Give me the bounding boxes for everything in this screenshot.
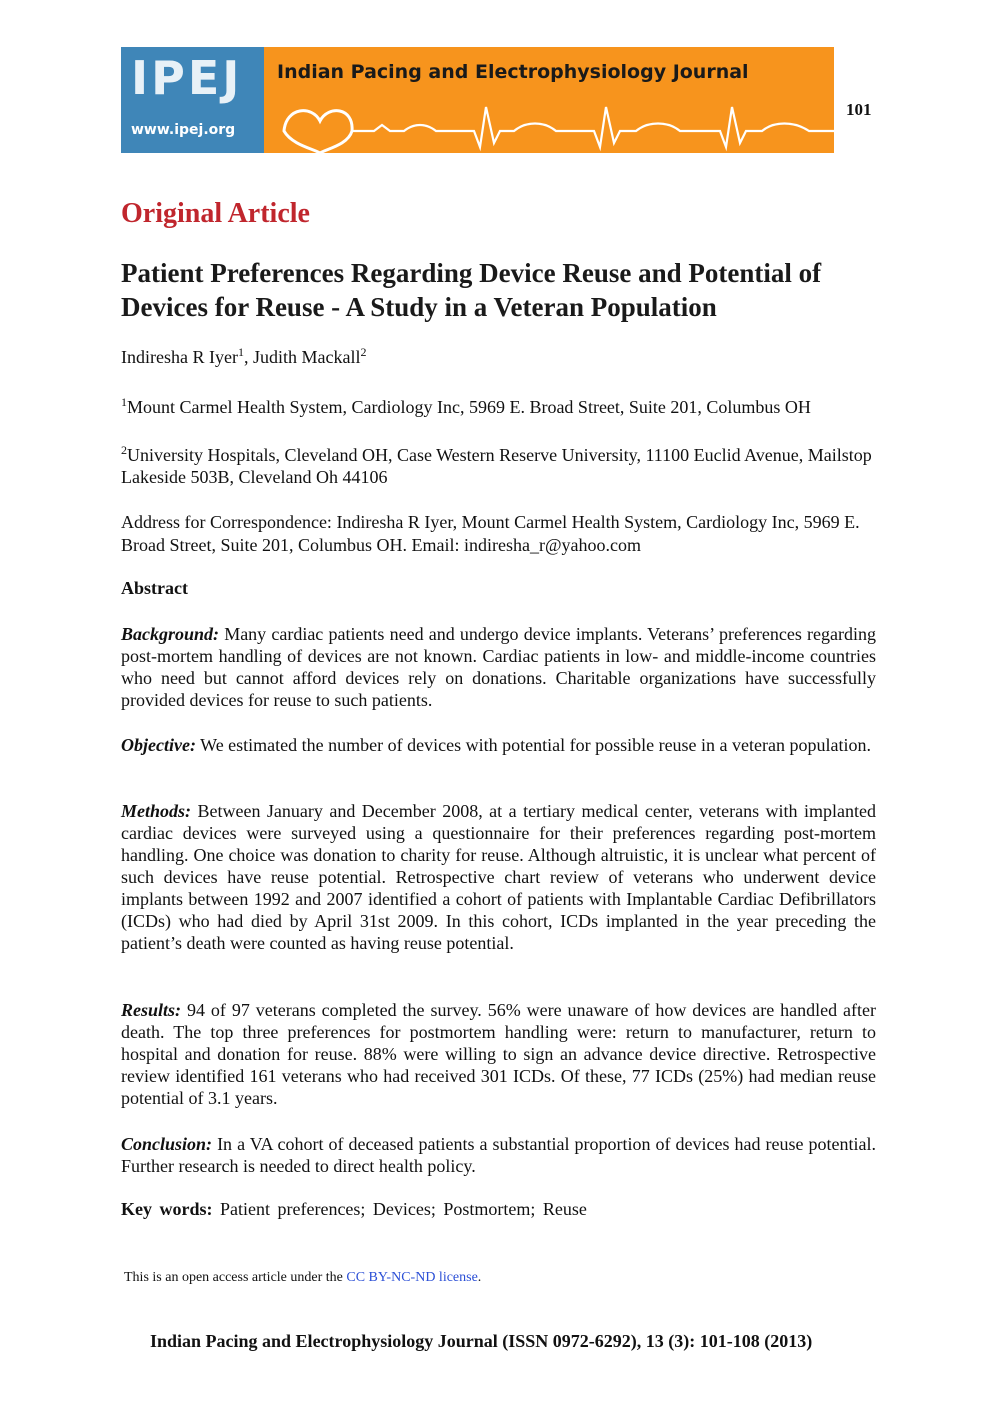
author-name: Judith Mackall [252, 347, 361, 367]
logo-url: www.ipej.org [131, 122, 236, 138]
ipej-logo [121, 47, 264, 153]
license-note [124, 1270, 481, 1286]
author-name: Indiresha R Iyer [121, 347, 238, 367]
page-number: 101 [846, 100, 872, 119]
article-title: Patient Preferences Regarding Device Reuse and Potential of Devices for Reuse - A Study in a Veteran Population [121, 258, 822, 322]
correspondence-address: Address for Correspondence: Indiresha R Iyer, Mount Carmel Health System, Cardiology Inc, 5969 E. Broad Street, Suite 201, Columbus OH. Email: indiresha_r@yahoo.com [121, 512, 860, 555]
heart-ecg-icon [264, 87, 834, 153]
affiliation-1 [121, 396, 876, 418]
license-link[interactable]: CC BY-NC-ND license [346, 1270, 478, 1285]
author-affiliation-mark: 2 [360, 345, 367, 359]
abstract-heading: Abstract [121, 578, 188, 598]
journal-footer: Indian Pacing and Electrophysiology Journal (ISSN 0972-6292), 13 (3): 101-108 (2013) [150, 1331, 813, 1351]
conclusion-text: In a VA cohort of deceased patients a substantial proportion of devices had reuse potential. Further research is needed to direct health policy. [121, 1134, 877, 1176]
affiliation-text: Mount Carmel Health System, Cardiology Inc, 5969 E. Broad Street, Suite 201, Columbus OH [127, 397, 811, 417]
abstract-background [121, 623, 876, 711]
keywords [121, 1199, 587, 1220]
objective-label: Objective: [121, 735, 196, 755]
methods-text: Between January and December 2008, at a tertiary medical center, veterans with implanted cardiac devices were surveyed using a questionnaire for their preferences regarding post-mortem handling. One choice was donation to charity for reuse. Although altruistic, it is unclear what percent of such devices have reuse potential. Retrospective chart review of veterans who underwent device implants between 1992 and 2007 identified a cohort of patients with Implantable Cardiac Defibrillators (ICDs) who had died by April 31st 2009. In this cohort, ICDs implanted in the year preceding the patient’s death were counted as having reuse potential. [121, 801, 876, 953]
keywords-text: Patient preferences; Devices; Postmortem; Reuse [220, 1199, 587, 1219]
background-text: Many cardiac patients need and undergo device implants. Veterans’ preferences regarding post-mortem handling of devices are not known. Cardiac patients in low- and middle-income countries who need but cannot afford devices rely on donations. Charitable organizations have successfully provided devices for reuse to such patients. [121, 624, 877, 710]
author-list: Indiresha R Iyer$^1$, Judith Mackall$^2$ [121, 345, 367, 367]
affiliation-mark: 1 [121, 395, 127, 409]
abstract-conclusion [121, 1133, 876, 1177]
affiliation-mark: 2 [121, 443, 127, 457]
keywords-label: Key words: [121, 1199, 213, 1219]
abstract-objective [121, 734, 876, 756]
logo-text: IPEJ [131, 51, 243, 105]
section-label: Original Article [121, 198, 310, 229]
results-text: 94 of 97 veterans completed the survey. 56% were unaware of how devices are handled after death. The top three preferences for postmortem handling were: return to manufacturer, return to hospital and donation for reuse. 88% were willing to sign an advance device directive. Retrospective review identified 161 veterans who had received 301 ICDs. Of these, 77 ICDs (25%) had median reuse potential of 3.1 years. [121, 1000, 876, 1108]
author-affiliation-mark: 1 [237, 345, 244, 359]
abstract-methods [121, 800, 876, 954]
journal-name: Indian Pacing and Electrophysiology Journal [277, 61, 749, 83]
abstract-results [121, 999, 876, 1109]
methods-label: Methods: [121, 801, 192, 821]
license-suffix: . [477, 1270, 482, 1285]
results-label: Results: [121, 1000, 182, 1020]
background-label: Background: [121, 624, 220, 644]
objective-text: We estimated the number of devices with potential for possible reuse in a veteran population. [200, 735, 871, 755]
journal-banner [121, 47, 834, 153]
conclusion-label: Conclusion: [121, 1134, 213, 1154]
affiliation-text: University Hospitals, Cleveland OH, Case Western Reserve University, 11100 Euclid Avenue, Mailstop Lakeside 503B, Cleveland Oh 44106 [121, 445, 872, 487]
license-prefix: This is an open access article under the [124, 1270, 347, 1285]
affiliation-2 [121, 444, 876, 488]
journal-name-panel [264, 47, 834, 153]
